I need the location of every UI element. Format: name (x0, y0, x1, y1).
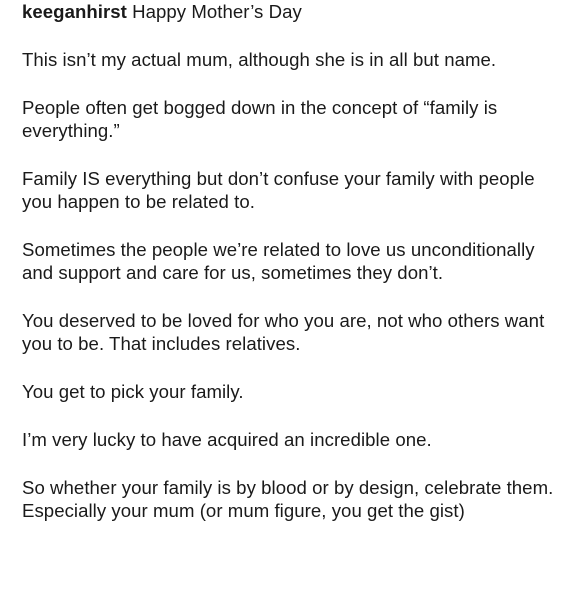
caption-paragraph: This isn’t my actual mum, although she is in all but name. (22, 49, 497, 70)
username-link[interactable]: keeganhirst (22, 1, 127, 22)
caption-paragraph: Sometimes the people we’re related to love us unconditionally and support and care for us, sometimes they don’t. (22, 239, 535, 283)
caption-paragraph: You deserved to be loved for who you are, not who others want you to be. That includes relatives. (22, 310, 545, 354)
caption-paragraph: You get to pick your family. (22, 381, 244, 402)
caption-paragraph: I’m very lucky to have acquired an incredible one. (22, 429, 432, 450)
post-caption (22, 0, 567, 522)
caption-paragraph: So whether your family is by blood or by design, celebrate them. Especially your mum (or mum figure, you get the gist) (22, 477, 554, 521)
caption-header (22, 0, 567, 23)
caption-paragraph: Family IS everything but don’t confuse your family with people you happen to be related to. (22, 168, 535, 212)
caption-heading: Happy Mother’s Day (132, 1, 302, 22)
caption-paragraph: People often get bogged down in the concept of “family is everything.” (22, 97, 498, 141)
